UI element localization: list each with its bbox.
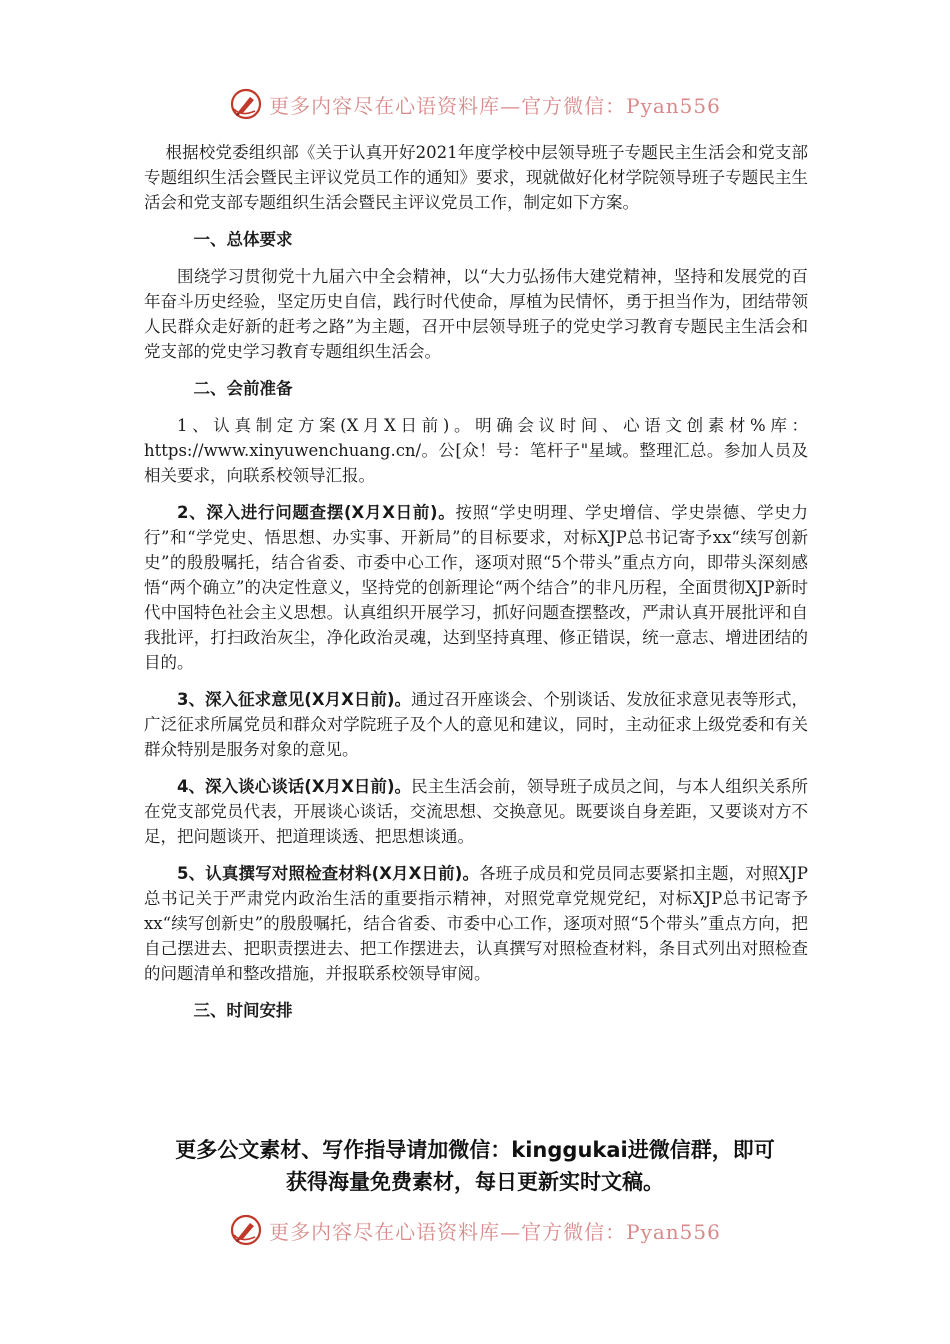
preparation-item-1 (144, 413, 808, 488)
preparation-item-5-lead: 5、认真撰写对照检查材料(X月X日前)。 (177, 864, 480, 883)
section-general-requirements-body: 围绕学习贯彻党十九届六中全会精神，以“大力弘扬伟大建党精神，坚持和发展党的百年奋斗历史经验，坚定历史自信，践行时代使命，厚植为民情怀，勇于担当作为，团结带领人民群众走好新的赶考之路”为主题，召开中层领导班子的党史学习教育专题民主生活会和党支部的党史学习教育专题组织生活会。 (144, 267, 808, 361)
header-banner (0, 84, 950, 124)
pen-nib-logo-icon (229, 1213, 263, 1247)
document-body (144, 140, 808, 1035)
promo-block (0, 1134, 950, 1198)
preparation-item-5 (144, 861, 808, 986)
preparation-item-2-lead: 2、深入进行问题查摆(X月X日前)。 (177, 503, 456, 522)
promo-line-1: 更多公文素材、写作指导请加微信：kinggukai进微信群，即可 (175, 1138, 775, 1162)
preparation-item-5-text: 各班子成员和党员同志要紧扣主题，对照XJP总书记关于严肃党内政治生活的重要指示精神，对照党章党规党纪，对标XJP总书记寄予xx“续写创新史”的殷殷嘱托，结合省委、市委中心工作，逐项对照“5个带头”重点方向，把自己摆进去、把职责摆进去、把工作摆进去，认真撰写对照检查材料，条目式列出对照检查的问题清单和整改措施，并报联系校领导审阅。 (144, 864, 808, 983)
intro-paragraph: 根据校党委组织部《关于认真开好2021年度学校中层领导班子专题民主生活会和党支部专题组织生活会暨民主评议党员工作的通知》要求，现就做好化材学院领导班子专题民主生活会和党支部专题组织生活会暨民主评议党员工作，制定如下方案。 (144, 143, 808, 212)
preparation-item-4-text: 民主生活会前，领导班子成员之间，与本人组织关系所在党支部党员代表，开展谈心谈话，交流思想、交换意见。既要谈自身差距，又要谈对方不足，把问题谈开、把道理谈透、把思想谈通。 (144, 777, 808, 846)
section-heading-preparation: 二、会前准备 (193, 379, 293, 398)
preparation-item-4-lead: 4、深入谈心谈话(X月X日前)。 (177, 777, 412, 796)
footer-banner-text: 更多内容尽在心语资料库—官方微信：Pyan556 (269, 1219, 721, 1244)
preparation-item-4 (144, 774, 808, 849)
promo-line-2: 获得海量免费素材，每日更新实时文稿。 (286, 1170, 664, 1194)
preparation-item-2-text: 按照“学史明理、学史增信、学史崇德、学史力行”和“学党史、悟思想、办实事、开新局”的目标要求，对标XJP总书记寄予xx“续写创新史”的殷殷嘱托，结合省委、市委中心工作，逐项对照“5个带头”重点方向，即带头深刻感悟“两个确立”的决定性意义，坚持党的创新理论“两个结合”的非凡历程，全面贯彻XJP新时代中国特色社会主义思想。认真组织开展学习，抓好问题查摆整改，严肃认真开展批评和自我批评，打扫政治灰尘，净化政治灵魂，达到坚持真理、修正错误，统一意志、增进团结的目的。 (144, 503, 808, 672)
preparation-item-3 (144, 687, 808, 762)
preparation-item-3-text: 通过召开座谈会、个别谈话、发放征求意见表等形式，广泛征求所属党员和群众对学院班子及个人的意见和建议，同时，主动征求上级党委和有关群众特别是服务对象的意见。 (144, 690, 808, 759)
preparation-item-3-lead: 3、深入征求意见(X月X日前)。 (177, 690, 412, 709)
section-heading-general-requirements: 一、总体要求 (193, 230, 293, 249)
pen-nib-logo-icon (229, 87, 263, 121)
header-banner-text: 更多内容尽在心语资料库—官方微信：Pyan556 (269, 93, 721, 118)
section-heading-schedule: 三、时间安排 (193, 1001, 293, 1020)
preparation-item-2 (144, 500, 808, 675)
preparation-item-1-text: 1、认真制定方案(X月X日前)。明确会议时间、心语文创素材%库：https://www.xinyuwenchuang.cn/。公[众！号：笔杆子"星域。整理汇总。参加人员及相关要求，向联系校领导汇报。 (144, 416, 808, 485)
footer-banner (0, 1210, 950, 1250)
